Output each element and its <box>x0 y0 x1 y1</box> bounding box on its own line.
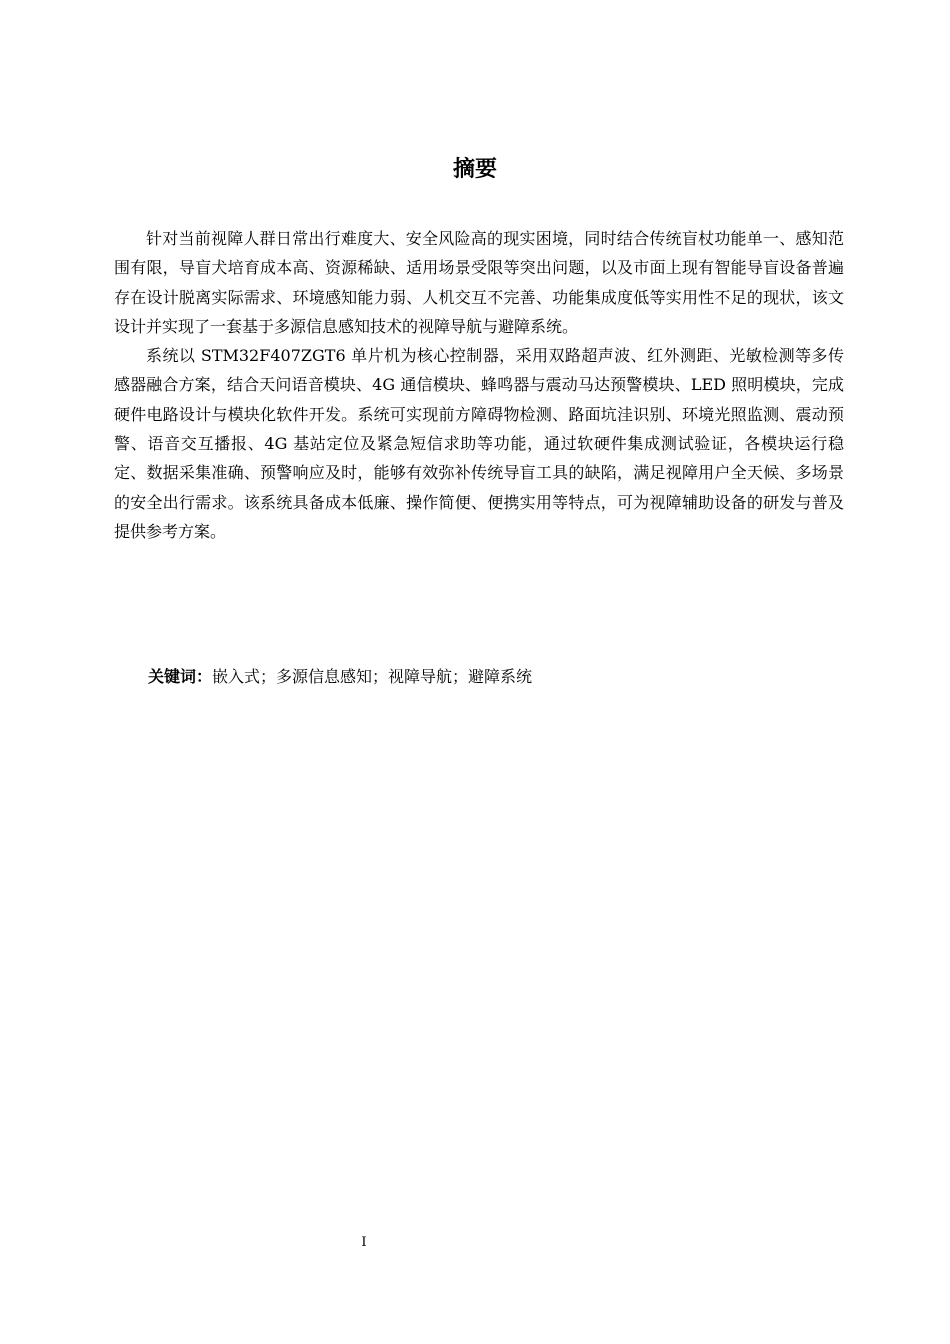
keywords-line <box>148 663 532 691</box>
keywords-text: 嵌入式；多源信息感知；视障导航；避障系统 <box>212 667 533 686</box>
page-number: I <box>361 1235 367 1250</box>
abstract-body <box>114 224 844 546</box>
abstract-paragraph-1: 针对当前视障人群日常出行难度大、安全风险高的现实困境，同时结合传统盲杖功能单一、感知范围有限，导盲犬培育成本高、资源稀缺、适用场景受限等突出问题，以及市面上现有智能导盲设备普遍存在设计脱离实际需求、环境感知能力弱、人机交互不完善、功能集成度低等实用性不足的现状，该文设计并实现了一套基于多源信息感知技术的视障导航与避障系统。 <box>114 229 844 336</box>
abstract-title: 摘要 <box>452 157 497 182</box>
abstract-paragraph-2: 系统以 STM32F407ZGT6 单片机为核心控制器，采用双路超声波、红外测距、光敏检测等多传感器融合方案，结合天问语音模块、4G 通信模块、蜂鸣器与震动马达预警模块、LED 照明模块，完成硬件电路设计与模块化软件开发。系统可实现前方障碍物检测、路面坑洼识别、环境光照监测、震动预警、语音交互播报、4G 基站定位及紧急短信求助等功能，通过软硬件集成测试验证，各模块运行稳定、数据采集准确、预警响应及时，能够有效弥补传统导盲工具的缺陷，满足视障用户全天候、多场景的安全出行需求。该系统具备成本低廉、操作简便、便携实用等特点，可为视障辅助设备的研发与普及提供参考方案。 <box>114 346 844 541</box>
keywords-label: 关键词： <box>148 667 213 686</box>
